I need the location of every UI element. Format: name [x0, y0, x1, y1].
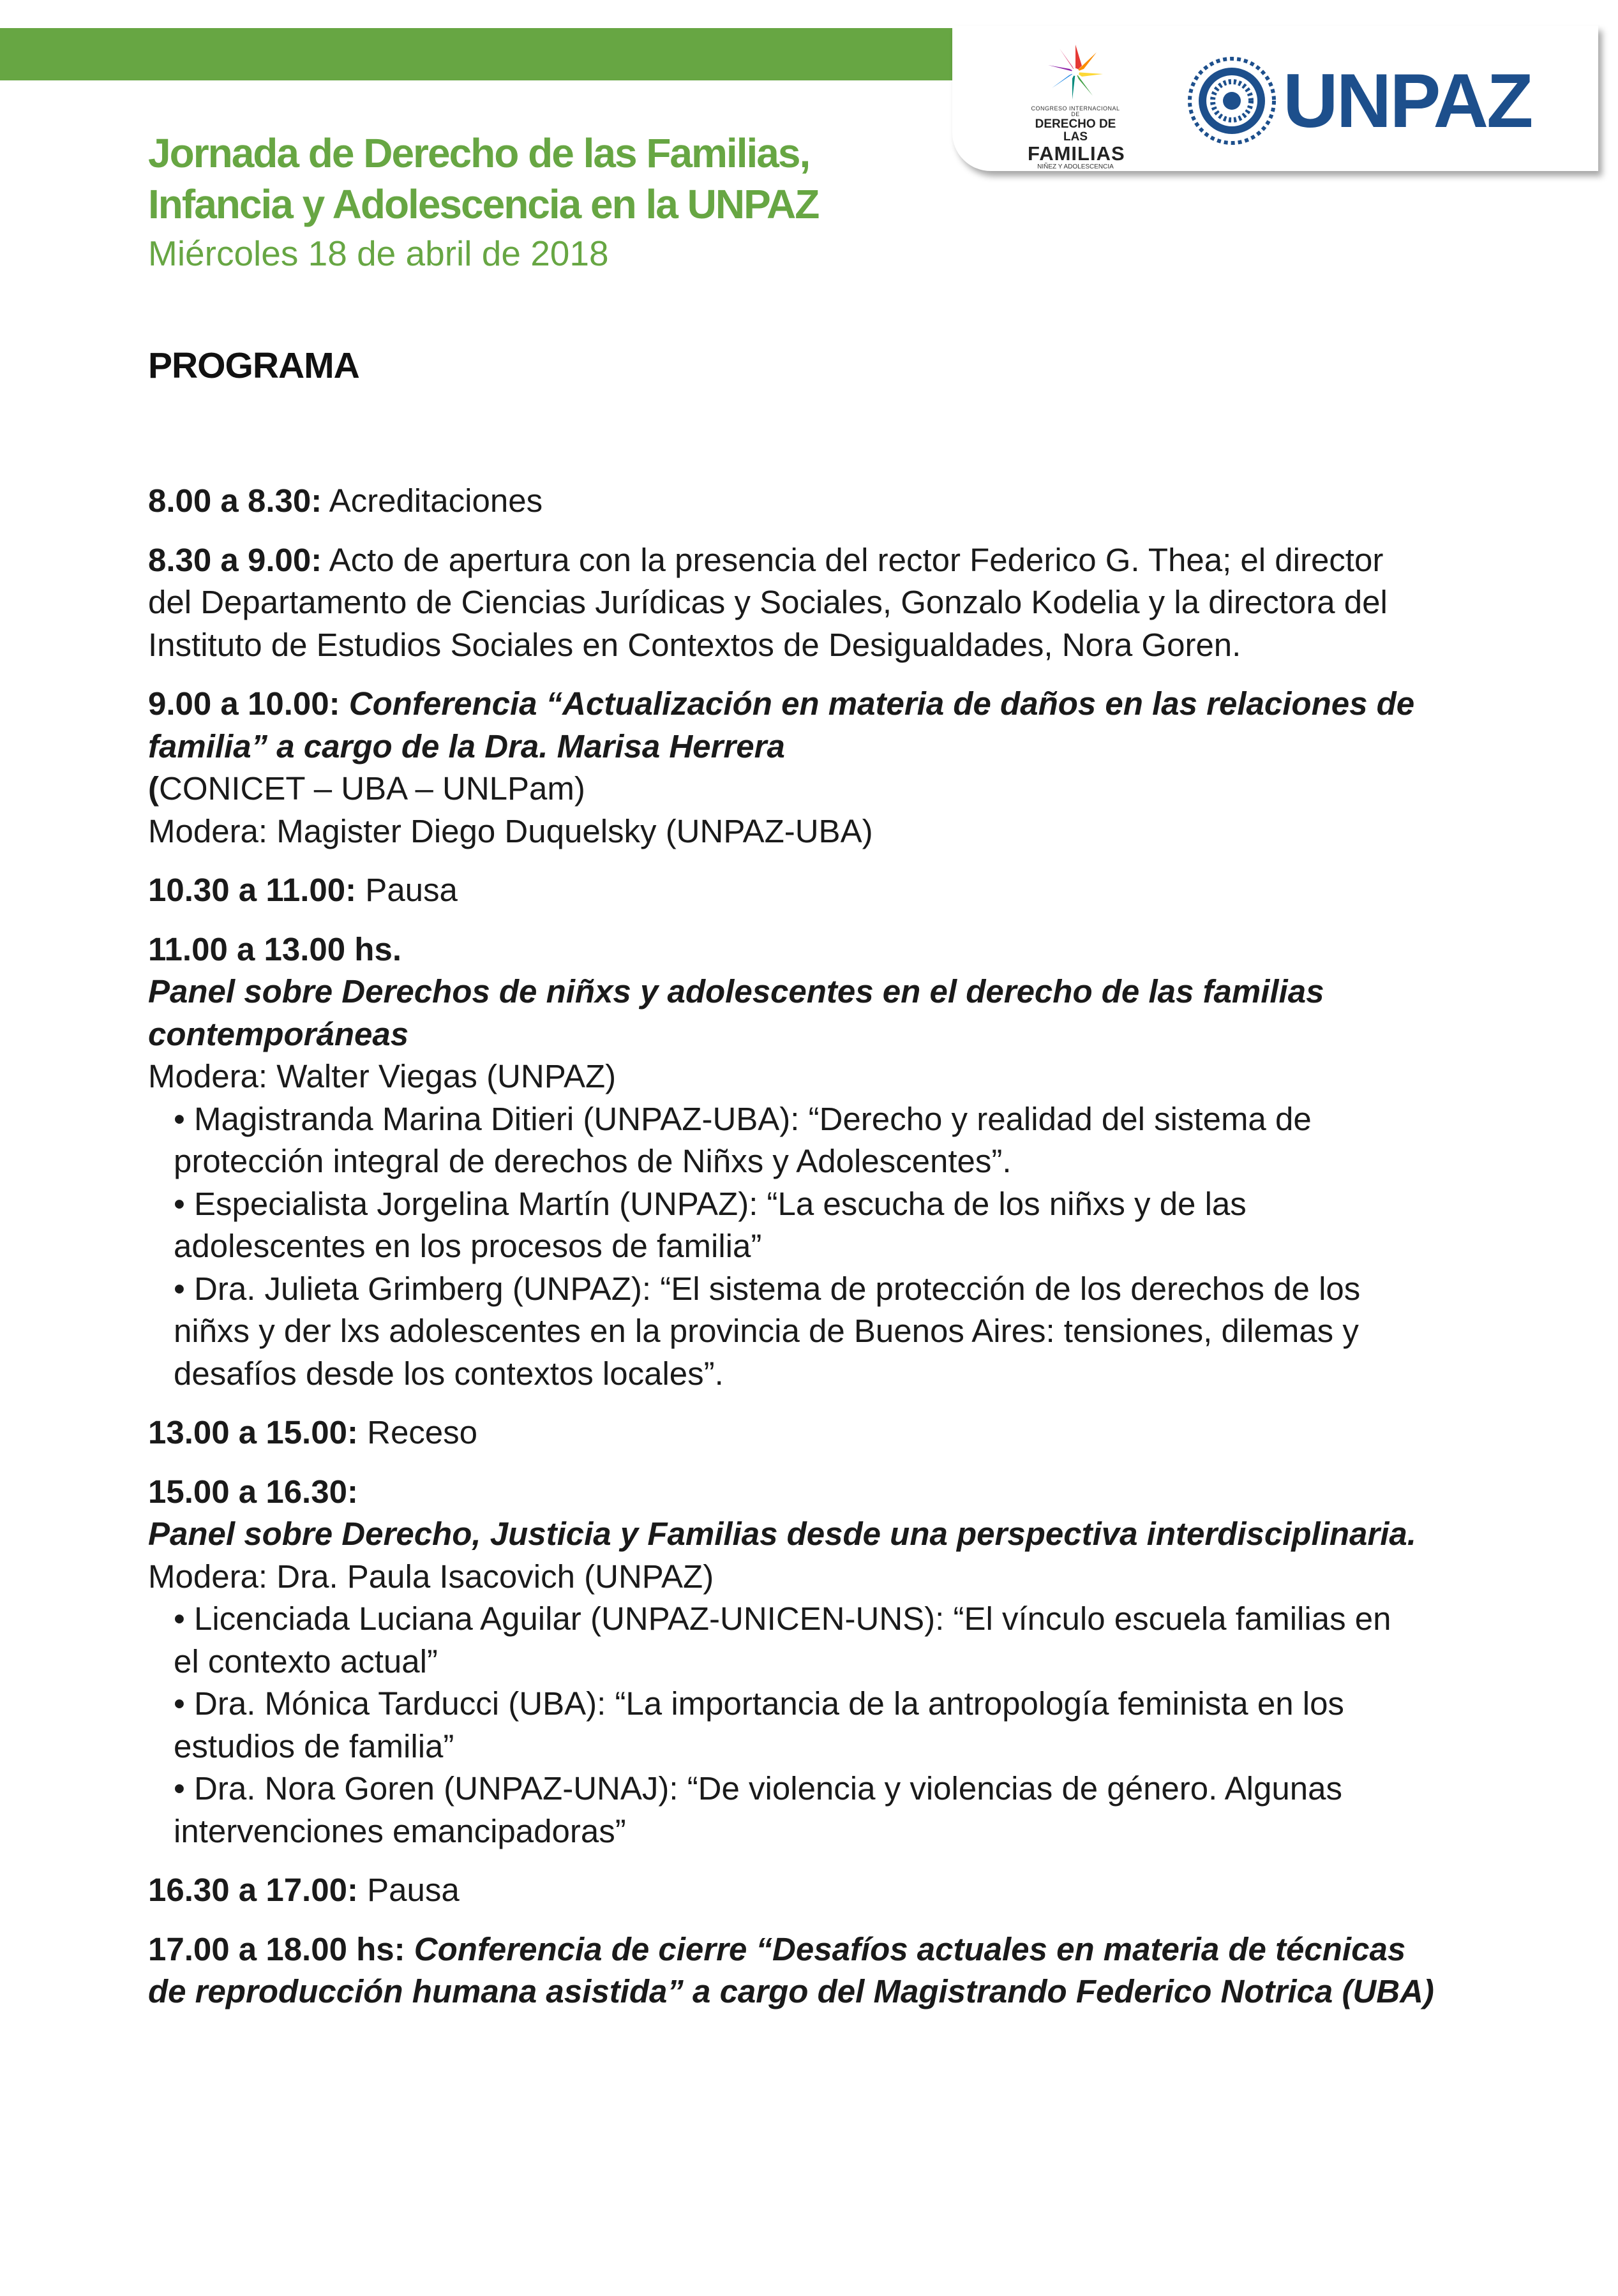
affiliation-text: CONICET – UBA – UNLPam) — [158, 770, 585, 807]
panel-title: Panel sobre Derechos de niñxs y adolescentes en el derecho de las familias — [148, 973, 1324, 1010]
speaker-item: protección integral de derechos de Niñxs y Adolescentes”. — [174, 1143, 1012, 1179]
panel-title: Panel sobre Derecho, Justicia y Familias desde una perspectiva interdisciplinaria. — [148, 1516, 1416, 1552]
speaker-item: • Licenciada Luciana Aguilar (UNPAZ-UNICEN-UNS): “El vínculo escuela familias en — [174, 1600, 1391, 1637]
schedule-entry — [148, 1471, 1495, 1853]
entry-time: 17.00 a 18.00 hs: — [148, 1930, 405, 1967]
speaker-list — [148, 1098, 1495, 1396]
panel-title: contemporáneas — [148, 1015, 409, 1052]
entry-text: Acto de apertura con la presencia del rector Federico G. Thea; el director — [329, 541, 1384, 578]
schedule — [148, 480, 1495, 2030]
entry-line — [148, 683, 1495, 726]
entry-time: 9.00 a 10.00: — [148, 685, 340, 722]
speaker-item: • Dra. Nora Goren (UNPAZ-UNAJ): “De violencia y violencias de género. Algunas — [174, 1770, 1342, 1807]
entry-text: del Departamento de Ciencias Jurídicas y Sociales, Gonzalo Kodelia y la directora del — [148, 584, 1388, 620]
entry-text: Acreditaciones — [329, 482, 543, 519]
conference-title: Conferencia “Actualización en materia de daños en las relaciones de — [348, 685, 1415, 722]
speaker-item: desafíos desde los contextos locales”. — [174, 1355, 724, 1392]
entry-time: 11.00 a 13.00 hs. — [148, 930, 401, 967]
document-title — [148, 128, 818, 230]
speaker-item: adolescentes en los procesos de familia” — [174, 1228, 762, 1264]
schedule-entry — [148, 539, 1495, 667]
entry-time: 8.30 a 9.00: — [148, 541, 322, 578]
speaker-list — [148, 1598, 1495, 1852]
event-date: Miércoles 18 de abril de 2018 — [148, 234, 609, 273]
conference-title: familia” a cargo de la Dra. Marisa Herrera — [148, 727, 785, 764]
schedule-entry — [148, 928, 1495, 1396]
entry-time: 13.00 a 15.00: — [148, 1414, 358, 1450]
unpaz-seal-icon — [1187, 56, 1277, 145]
affiliation-paren: ( — [148, 770, 159, 807]
entry-text: Pausa — [365, 872, 458, 908]
programa-heading: PROGRAMA — [148, 345, 359, 386]
moderator: Modera: Dra. Paula Isacovich (UNPAZ) — [148, 1558, 714, 1595]
cidf-star-icon — [1047, 43, 1104, 101]
speaker-item: • Dra. Mónica Tarducci (UBA): “La importancia de la antropología feminista en los — [174, 1685, 1344, 1722]
moderator: Modera: Walter Viegas (UNPAZ) — [148, 1058, 617, 1094]
schedule-entry — [148, 1412, 1495, 1454]
logo-card — [952, 26, 1598, 171]
entry-text: Instituto de Estudios Sociales en Contextos de Desigualdades, Nora Goren. — [148, 626, 1241, 663]
speaker-item: intervenciones emancipadoras” — [174, 1812, 626, 1849]
schedule-entry — [148, 480, 1495, 523]
entry-time: 10.30 a 11.00: — [148, 872, 357, 908]
moderator: Modera: Magister Diego Duquelsky (UNPAZ-UBA) — [148, 812, 873, 849]
speaker-item: niñxs y der lxs adolescentes en la provincia de Buenos Aires: tensiones, dilemas y — [174, 1313, 1359, 1349]
cidf-line4: NIÑEZ Y ADOLESCENCIA — [1037, 163, 1114, 171]
speaker-item: el contexto actual” — [174, 1643, 438, 1680]
entry-text: Pausa — [367, 1872, 460, 1908]
schedule-entry — [148, 1928, 1495, 2013]
unpaz-wordmark: UNPAZ — [1283, 58, 1532, 144]
title-line-2: Infancia y Adolescencia en la UNPAZ — [148, 181, 819, 227]
cidf-wordmark — [1028, 106, 1123, 171]
title-line-1: Jornada de Derecho de las Familias, — [148, 130, 810, 176]
cidf-line2: DERECHO DE LAS — [1035, 117, 1116, 144]
entry-time: 15.00 a 16.30: — [148, 1473, 358, 1510]
speaker-item: • Especialista Jorgelina Martín (UNPAZ): “La escucha de los niñxs y de las — [174, 1185, 1247, 1222]
header-green-bar — [0, 28, 957, 80]
schedule-entry — [148, 1869, 1495, 1912]
schedule-entry — [148, 683, 1495, 853]
conference-title: Conferencia de cierre “Desafíos actuales en materia de técnicas — [414, 1930, 1406, 1967]
cidf-line3: FAMILIAS — [1028, 142, 1125, 165]
cidf-logo — [1028, 38, 1125, 171]
speaker-item: estudios de familia” — [174, 1727, 454, 1764]
entry-time: 8.00 a 8.30: — [148, 482, 322, 519]
conference-title: de reproducción humana asistida” a cargo del Magistrando Federico Notrica (UBA) — [148, 1973, 1434, 2009]
entry-line — [148, 1928, 1495, 1971]
cidf-line1: CONGRESO INTERNACIONAL DE — [1031, 105, 1120, 118]
entry-time: 16.30 a 17.00: — [148, 1872, 358, 1908]
speaker-item: • Magistranda Marina Ditieri (UNPAZ-UBA): “Derecho y realidad del sistema de — [174, 1100, 1312, 1137]
document-header — [148, 128, 818, 276]
affiliation — [148, 768, 1495, 810]
entry-line — [148, 539, 1495, 582]
speaker-item: • Dra. Julieta Grimberg (UNPAZ): “El sistema de protección de los derechos de los — [174, 1270, 1361, 1307]
schedule-entry — [148, 869, 1495, 912]
entry-text: Receso — [367, 1414, 478, 1450]
